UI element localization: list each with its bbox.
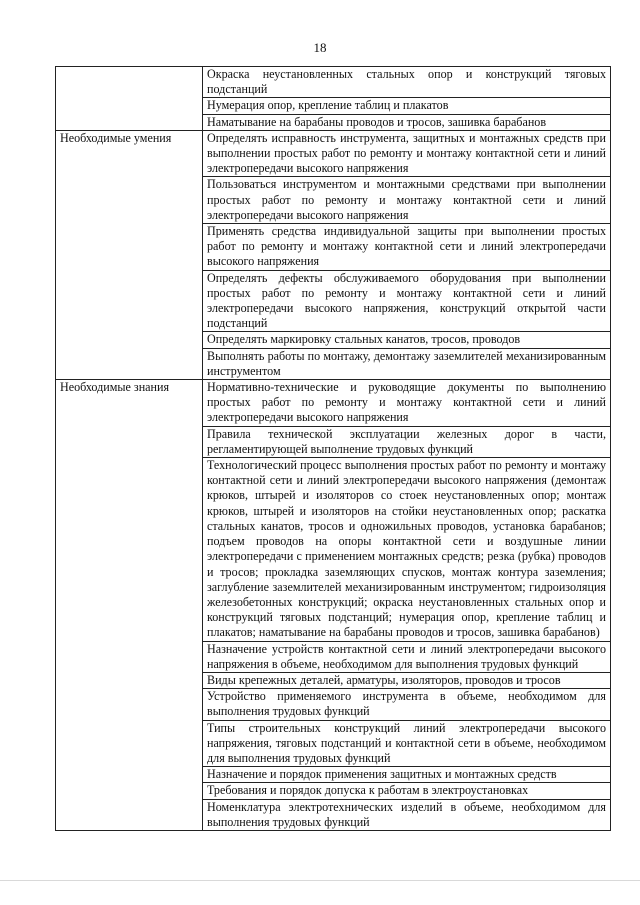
- competency-table: [55, 66, 611, 831]
- table-cell: Определять маркировку стальных канатов, тросов, проводов: [203, 332, 611, 348]
- table-cell: Устройство применяемого инструмента в объеме, необходимом для выполнения трудовых функций: [203, 689, 611, 720]
- table-cell: Определять исправность инструмента, защитных и монтажных средств при выполнении простых работ по ремонту и монтажу контактной сети и линий электропередачи высокого напряжения: [203, 130, 611, 177]
- table-cell: Применять средства индивидуальной защиты при выполнении простых работ по ремонту и монтажу контактной сети и линий электропередачи высокого напряжения: [203, 224, 611, 271]
- table-cell: Виды крепежных деталей, арматуры, изоляторов, проводов и тросов: [203, 672, 611, 688]
- table-row: [56, 380, 611, 427]
- row-label-skills: Необходимые умения: [56, 130, 203, 379]
- table-cell: Назначение и порядок применения защитных и монтажных средств: [203, 767, 611, 783]
- table-cell: Нумерация опор, крепление таблиц и плакатов: [203, 98, 611, 114]
- table-cell: Требования и порядок допуска к работам в электроустановках: [203, 783, 611, 799]
- row-label-knowledge: Необходимые знания: [56, 380, 203, 831]
- table-cell: Технологический процесс выполнения простых работ по ремонту и монтажу контактной сети и линий электропередачи высокого напряжения (демонтаж крюков, штырей и изоляторов со стоек неустановленных опор; монтаж крюков, штырей и изоляторов на стойки неустановленных опор; раскатка стальных канатов, тросов и одножильных проводов, установка барабанов; подъем проводов на опоры контактной сети и воздушные линии электропередачи с применением монтажных средств; резка (рубка) проводов и тросов; прокладка заземляющих спусков, монтаж контура заземления; заглубление заземлителей механизированным инструментом; гидроизоляция железобетонных конструкций; окраска неустановленных стальных опор и конструкций тяговых подстанций; нумерация опор, крепление таблиц и плакатов; наматывание на барабаны проводов и тросов, зашивка барабанов): [203, 458, 611, 641]
- table-cell: Нормативно-технические и руководящие документы по выполнению простых работ по ремонту и монтажу контактной сети и линий электропередачи высокого напряжения: [203, 380, 611, 427]
- table-cell: Правила технической эксплуатации железных дорог в части, регламентирующей выполнение трудовых функций: [203, 426, 611, 457]
- table-row: [56, 67, 611, 98]
- scan-artifact-line: [0, 880, 640, 881]
- table-cell: Наматывание на барабаны проводов и тросов, зашивка барабанов: [203, 114, 611, 130]
- table-cell: Назначение устройств контактной сети и линий электропередачи высокого напряжения в объеме, необходимом для выполнения трудовых функций: [203, 641, 611, 672]
- table-cell: Типы строительных конструкций линий электропередачи высокого напряжения, тяговых подстанций и контактной сети в объеме, необходимом для выполнения трудовых функций: [203, 720, 611, 767]
- page-number: 18: [313, 40, 327, 55]
- table-cell: Определять дефекты обслуживаемого оборудования при выполнении простых работ по ремонту и монтажу контактной сети и линий электропередачи высокого напряжения, конструкций открытой части подстанций: [203, 270, 611, 332]
- row-label: [56, 67, 203, 131]
- table-cell: Пользоваться инструментом и монтажными средствами при выполнении простых работ по ремонту и монтажу контактной сети и линий электропередачи высокого напряжения: [203, 177, 611, 224]
- table-cell: Выполнять работы по монтажу, демонтажу заземлителей механизированным инструментом: [203, 348, 611, 379]
- table-cell: Номенклатура электротехнических изделий в объеме, необходимом для выполнения трудовых функций: [203, 799, 611, 830]
- table-cell: Окраска неустановленных стальных опор и конструкций тяговых подстанций: [203, 67, 611, 98]
- table-row: [56, 130, 611, 177]
